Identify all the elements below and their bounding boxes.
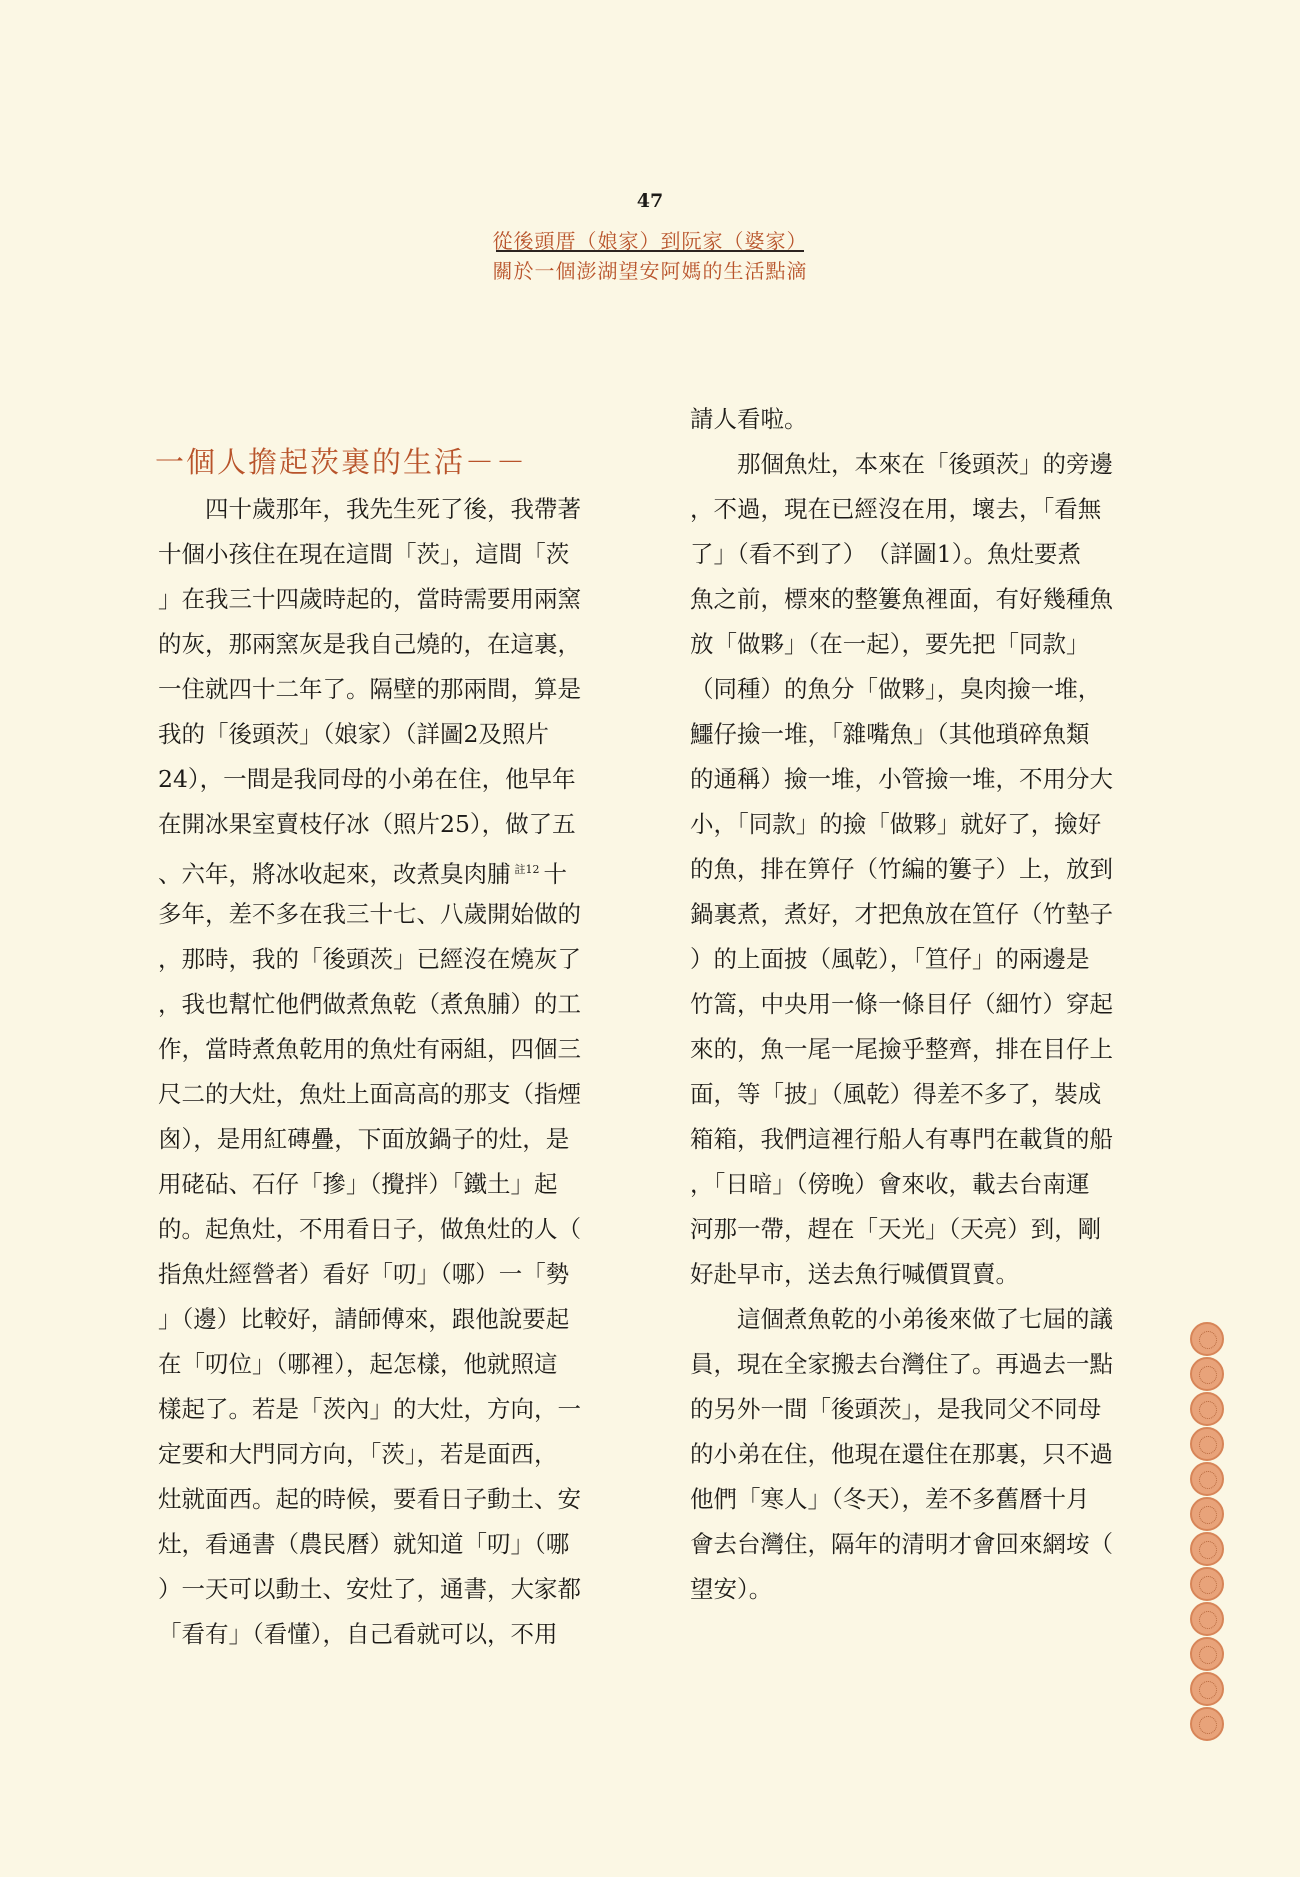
running-title-sub: 關於一個澎湖望安阿媽的生活點滴: [492, 259, 808, 283]
right-line: ，「日暗」（傍晚）會來收，載去台南運: [690, 1170, 1090, 1198]
section-heading: 一個人擔起茨裏的生活－－: [155, 445, 528, 479]
left-line: 」在我三十四歲時起的，當時需要用兩窯: [158, 585, 581, 613]
right-line: 放「做夥」（在一起），要先把「同款」: [690, 630, 1090, 658]
left-line: 的灰，那兩窯灰是我自己燒的，在這裏，: [158, 630, 581, 658]
right-line: 竹篙，中央用一條一條目仔（細竹）穿起: [690, 990, 1113, 1018]
seal-ornament-icon: [1190, 1532, 1224, 1566]
left-line-with-footnote: [158, 847, 613, 892]
right-line: 了」（看不到了） （詳圖1）。魚灶要煮: [690, 540, 1081, 568]
left-line: 24），一間是我同母的小弟在住，他早年: [158, 765, 576, 793]
seal-ornament-icon: [1190, 1497, 1224, 1531]
left-line: 四十歲那年，我先生死了後，我帶著: [158, 495, 581, 523]
left-line: 灶就面西。起的時候，要看日子動土、安: [158, 1485, 581, 1513]
right-line: 箱箱，我們這裡行船人有專門在載貨的船: [690, 1125, 1113, 1153]
running-title-main: 從後頭厝（娘家）到阮家（婆家）: [492, 229, 808, 253]
right-column: [690, 397, 1145, 1612]
left-line: 用硓砧、石仔「摻」（攪拌）「鐵土」起: [158, 1170, 558, 1198]
left-line: 樣起了。若是「茨內」的大灶，方向，一: [158, 1395, 581, 1423]
left-line: 灶，看通書（農民曆）就知道「叨」（哪: [158, 1530, 570, 1558]
left-column: [158, 487, 613, 1657]
seal-ornament-icon: [1190, 1567, 1224, 1601]
seal-ornament-icon: [1190, 1707, 1224, 1741]
page-number: 47: [636, 190, 664, 212]
seal-ornament-strip: [1190, 1322, 1226, 1742]
left-line: 我的「後頭茨」（娘家）（詳圖2及照片: [158, 720, 549, 748]
right-line: 的通稱）撿一堆，小管撿一堆，不用分大: [690, 765, 1113, 793]
left-line-text: 、六年，將冰收起來，改煮臭肉脯: [158, 859, 511, 888]
seal-ornament-icon: [1190, 1602, 1224, 1636]
right-line: 他們「寒人」（冬天），差不多舊曆十月: [690, 1485, 1090, 1513]
left-line: 定要和大門同方向，「茨」，若是面西，: [158, 1440, 558, 1468]
left-line: 在開冰果室賣枝仔冰（照片25），做了五: [158, 810, 576, 838]
right-line: 鱷仔撿一堆，「雜嘴魚」（其他瑣碎魚類: [690, 720, 1090, 748]
seal-ornament-icon: [1190, 1637, 1224, 1671]
right-line: ）的上面披（風乾），「笪仔」的兩邊是: [690, 945, 1090, 973]
footnote-tail: 十: [543, 859, 567, 888]
left-line: 囪），是用紅磚疊，下面放鍋子的灶，是: [158, 1125, 570, 1153]
right-line: 好赴早市，送去魚行喊價買賣。: [690, 1260, 1019, 1288]
right-line: 的魚，排在箅仔（竹編的簍子）上，放到: [690, 855, 1113, 883]
seal-ornament-icon: [1190, 1357, 1224, 1391]
seal-ornament-icon: [1190, 1462, 1224, 1496]
right-line: ，不過，現在已經沒在用，壞去，「看無: [690, 495, 1102, 523]
right-line: 來的，魚一尾一尾撿乎整齊，排在目仔上: [690, 1035, 1113, 1063]
right-line: 這個煮魚乾的小弟後來做了七屆的議: [690, 1305, 1113, 1333]
left-line: 」（邊）比較好，請師傅來，跟他說要起: [158, 1305, 570, 1333]
left-line: 在「叨位」（哪裡），起怎樣，他就照這: [158, 1350, 558, 1378]
right-line: 那個魚灶，本來在「後頭茨」的旁邊: [690, 450, 1113, 478]
right-line: 鍋裏煮，煮好，才把魚放在笪仔（竹墊子: [690, 900, 1113, 928]
right-line: 的另外一間「後頭茨」，是我同父不同母: [690, 1395, 1102, 1423]
left-line: 一住就四十二年了。隔壁的那兩間，算是: [158, 675, 581, 703]
left-line: 作，當時煮魚乾用的魚灶有兩組，四個三: [158, 1035, 581, 1063]
right-line: 請人看啦。: [690, 405, 808, 433]
seal-ornament-icon: [1190, 1672, 1224, 1706]
left-line: ，那時，我的「後頭茨」已經沒在燒灰了: [158, 945, 581, 973]
left-line: ）一天可以動土、安灶了，通書，大家都: [158, 1575, 581, 1603]
right-line: （同種）的魚分「做夥」，臭肉撿一堆，: [690, 675, 1102, 703]
right-line: 魚之前，標來的整簍魚裡面，有好幾種魚: [690, 585, 1113, 613]
left-line: 多年，差不多在我三十七、八歲開始做的: [158, 900, 581, 928]
right-line: 小，「同款」的撿「做夥」就好了，撿好: [690, 810, 1102, 838]
footnote-marker: 註12: [514, 863, 540, 876]
left-line: 指魚灶經營者）看好「叨」（哪）一「勢: [158, 1260, 570, 1288]
right-line: 會去台灣住，隔年的清明才會回來網垵（: [690, 1530, 1113, 1558]
left-line: 的。起魚灶，不用看日子，做魚灶的人（: [158, 1215, 581, 1243]
seal-ornament-icon: [1190, 1392, 1224, 1426]
right-line: 望安）。: [690, 1575, 773, 1603]
right-line: 的小弟在住，他現在還住在那裏，只不過: [690, 1440, 1113, 1468]
right-line: 面，等「披」（風乾）得差不多了，裝成: [690, 1080, 1102, 1108]
left-line: ，我也幫忙他們做煮魚乾（煮魚脯）的工: [158, 990, 581, 1018]
right-line: 河那一帶，趕在「天光」（天亮）到，剛: [690, 1215, 1102, 1243]
left-line: 十個小孩住在現在這間「茨」，這間「茨: [158, 540, 570, 568]
right-line: 員，現在全家搬去台灣住了。再過去一點: [690, 1350, 1113, 1378]
left-line: 「看有」（看懂），自己看就可以，不用: [158, 1620, 558, 1648]
seal-ornament-icon: [1190, 1322, 1224, 1356]
left-line: 尺二的大灶，魚灶上面高高的那支（指煙: [158, 1080, 581, 1108]
seal-ornament-icon: [1190, 1427, 1224, 1461]
running-title-rule: [496, 250, 804, 252]
